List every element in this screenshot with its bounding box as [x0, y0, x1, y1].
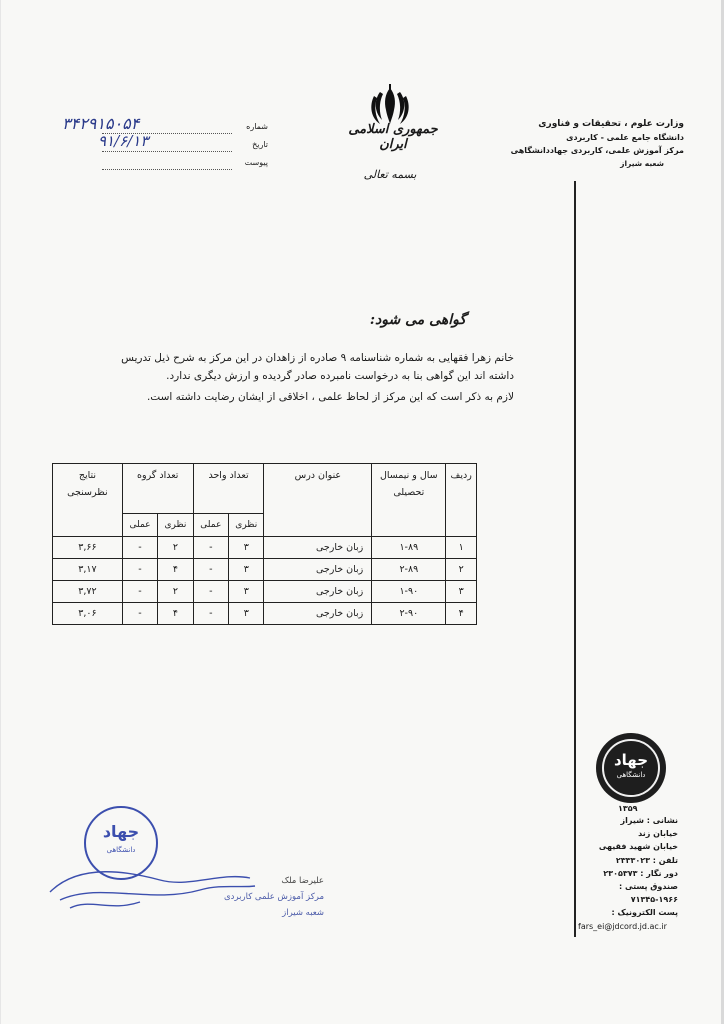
header-results-line2: نظرسنجی [67, 487, 108, 498]
signer-name: علیرضا ملک [281, 876, 324, 886]
certificate-heading: گواهی می شود: [369, 312, 466, 328]
cell-course: زبان خارجی [264, 537, 372, 559]
cell-result: ۳,۶۶ [53, 537, 123, 559]
table-header-row [53, 464, 477, 514]
subheader-theory: نظری [158, 514, 193, 537]
emblem-caption: جمهوری اسلامی ایران [348, 122, 438, 152]
address-line: خیابان زند [638, 829, 678, 839]
ministry-line: وزارت علوم ، تحقیقات و فناوری [538, 119, 684, 129]
date-label: تاریخ [252, 140, 268, 149]
cell-year: ۲-۸۹ [372, 559, 446, 581]
cell-groups-practical: - [122, 581, 157, 603]
dotted-line [102, 169, 232, 170]
header-year [372, 464, 446, 537]
address-line: تلفن : ۲۳۳۳۰۲۳ [615, 855, 678, 865]
header-groups: تعداد گروه [122, 464, 193, 514]
bismillah: بسمه تعالی [363, 168, 417, 181]
date-value: ۹۱/۶/۱۳ [98, 132, 149, 150]
signer-title: مرکز آموزش علمی کاربردی [224, 892, 324, 902]
header-year-line2: تحصیلی [393, 487, 425, 498]
cell-units-theory: ۳ [229, 603, 264, 625]
body-paragraph: داشته اند این گواهی بنا به درخواست نامبرده صادر گردیده و ارزش دیگری ندارد. [166, 370, 514, 382]
header-year-line1: سال و نیمسال [379, 470, 438, 481]
header-radif: ردیف [446, 464, 477, 537]
header-results [53, 464, 123, 537]
address-block [578, 814, 678, 933]
table-row [53, 559, 477, 581]
cell-units-practical: - [193, 603, 228, 625]
cell-result: ۳,۰۶ [53, 603, 123, 625]
subheader-practical: عملی [122, 514, 157, 537]
ministry-header [510, 118, 684, 170]
ministry-line: دانشگاه جامع علمی - کاربردی [566, 133, 684, 142]
address-line: ۷۱۳۴۵-۱۹۶۶ [630, 895, 678, 905]
cell-units-practical: - [193, 559, 228, 581]
cell-year: ۱-۸۹ [372, 537, 446, 559]
cell-groups-practical: - [122, 603, 157, 625]
cell-result: ۳,۱۷ [53, 559, 123, 581]
number-label: شماره [246, 122, 268, 131]
subheader-theory: نظری [229, 514, 264, 537]
cell-groups-practical: - [122, 537, 157, 559]
body-paragraph: لازم به ذکر است که این مرکز از لحاظ علمی ، اخلاقی از ایشان رضایت داشته است. [146, 391, 514, 403]
number-row [62, 114, 268, 136]
table-row [53, 603, 477, 625]
signer-branch: شعبه شیراز [282, 908, 324, 918]
courses-table [52, 463, 477, 625]
dotted-line [102, 151, 232, 152]
header-course-title: عنوان درس [264, 464, 372, 537]
header-units: تعداد واحد [193, 464, 264, 514]
logo-sub: دانشگاهی [616, 771, 646, 779]
header-results-line1: نتایج [78, 470, 96, 481]
address-line: پست الکترونیک : [611, 908, 678, 918]
cell-year: ۲-۹۰ [372, 603, 446, 625]
cell-units-theory: ۳ [229, 537, 264, 559]
vertical-divider [574, 181, 576, 937]
letter-meta [62, 114, 268, 172]
cell-radif: ۲ [446, 559, 477, 581]
table-row [53, 581, 477, 603]
address-line: صندوق پستی : [618, 882, 678, 892]
cell-radif: ۳ [446, 581, 477, 603]
cell-units-practical: - [193, 537, 228, 559]
cell-units-theory: ۳ [229, 581, 264, 603]
cell-result: ۳,۷۲ [53, 581, 123, 603]
cell-radif: ۱ [446, 537, 477, 559]
subheader-practical: عملی [193, 514, 228, 537]
cell-radif: ۴ [446, 603, 477, 625]
date-row [62, 132, 268, 154]
cell-course: زبان خارجی [264, 603, 372, 625]
cell-units-theory: ۳ [229, 559, 264, 581]
stamp-sub: دانشگاهی [106, 846, 136, 854]
logo-year: ۱۳۵۹ [618, 804, 638, 813]
cell-course: زبان خارجی [264, 559, 372, 581]
cell-course: زبان خارجی [264, 581, 372, 603]
address-line: دور نگار : ۲۳۰۵۳۷۳ [603, 868, 678, 878]
stamp-word: جهاد [102, 822, 140, 841]
table-row [53, 537, 477, 559]
ministry-line: مرکز آموزش علمی، کاربردی جهاددانشگاهی [510, 146, 684, 155]
signature-icon [40, 842, 270, 922]
logo-word: جهاد [613, 751, 649, 769]
attachment-label: پیوست [244, 158, 268, 167]
body-paragraph: خانم زهرا فقهایی به شماره شناسنامه ۹ صادره از زاهدان در این مرکز به شرح ذیل تدریس [121, 352, 514, 364]
address-line: خیابان شهید فقیهی [598, 842, 678, 852]
attachment-row [62, 154, 268, 172]
ministry-line: شعبه شیراز [620, 159, 664, 168]
cell-units-practical: - [193, 581, 228, 603]
jahad-logo [596, 733, 666, 803]
cell-groups-theory: ۴ [158, 603, 193, 625]
cell-groups-theory: ۲ [158, 581, 193, 603]
number-value: ۳۴۲۹۱۵۰۵۴ [62, 114, 140, 133]
cell-year: ۱-۹۰ [372, 581, 446, 603]
cell-groups-theory: ۲ [158, 537, 193, 559]
cell-groups-practical: - [122, 559, 157, 581]
cell-groups-theory: ۴ [158, 559, 193, 581]
email-link[interactable]: fars_ei@jdcord.jd.ac.ir [578, 921, 667, 931]
address-line: نشانی : شیراز [620, 816, 678, 825]
